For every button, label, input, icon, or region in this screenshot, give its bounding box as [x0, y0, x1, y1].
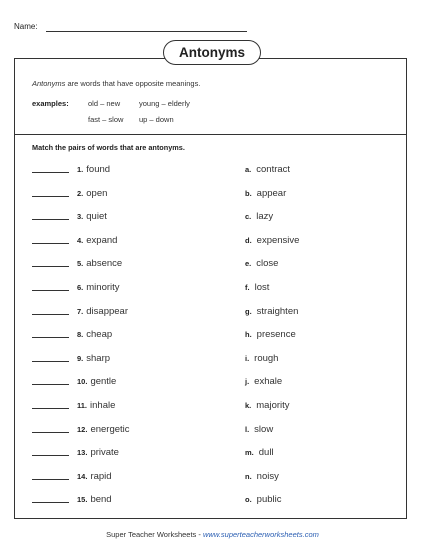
item-word: found — [86, 164, 111, 175]
section-divider — [14, 134, 407, 135]
answer-blank[interactable] — [32, 432, 69, 433]
item-word: contract — [256, 164, 291, 175]
right-item — [245, 471, 279, 485]
item-number: 1. — [77, 165, 84, 174]
item-letter: n. — [245, 471, 252, 481]
item-word: expand — [86, 234, 118, 246]
item-letter: l. — [245, 424, 250, 434]
intro-term: Antonyms — [32, 79, 66, 88]
item-word: rapid — [90, 470, 112, 482]
right-item — [245, 447, 274, 461]
item-letter: f. — [245, 283, 250, 292]
right-item — [245, 494, 282, 508]
item-number: 3. — [77, 212, 84, 222]
item-number: 10. — [77, 377, 88, 387]
answer-blank[interactable] — [32, 290, 69, 291]
item-number: 2. — [77, 188, 84, 198]
item-number: 5. — [77, 259, 84, 269]
item-word: dull — [258, 447, 274, 459]
right-item — [245, 353, 278, 367]
answer-blank[interactable] — [32, 219, 69, 220]
right-item — [245, 400, 290, 414]
answer-blank[interactable] — [32, 479, 69, 480]
example-pair: up – down — [139, 115, 174, 124]
item-word: presence — [256, 329, 296, 341]
answer-blank[interactable] — [32, 384, 69, 385]
intro-text — [32, 79, 200, 88]
item-number: 4. — [77, 235, 84, 245]
answer-blank[interactable] — [32, 455, 69, 456]
left-item — [32, 258, 122, 272]
item-number: 15. — [77, 495, 88, 505]
left-item — [32, 494, 112, 508]
left-item — [32, 235, 117, 249]
answer-blank[interactable] — [32, 337, 69, 338]
footer-website-link[interactable]: www.superteacherworksheets.com — [202, 530, 319, 539]
worksheet-title: Antonyms — [163, 40, 261, 65]
item-word: public — [256, 494, 282, 506]
item-number: 6. — [77, 283, 84, 292]
footer-separator: - — [196, 530, 203, 539]
right-item — [245, 329, 296, 343]
item-word: lazy — [256, 211, 274, 223]
item-letter: e. — [245, 259, 252, 269]
item-word: quiet — [86, 211, 107, 223]
name-input-line[interactable] — [46, 31, 247, 32]
right-item — [245, 306, 298, 320]
item-word: absence — [86, 258, 123, 270]
item-number: 14. — [77, 471, 88, 481]
right-item — [245, 282, 269, 296]
item-word: cheap — [86, 329, 113, 341]
right-item — [245, 258, 278, 272]
examples-label: examples: — [32, 99, 69, 108]
item-word: open — [86, 187, 108, 199]
item-word: majority — [256, 400, 290, 411]
right-item — [245, 211, 273, 225]
item-word: rough — [254, 352, 279, 364]
item-word: lost — [254, 282, 270, 293]
left-item — [32, 376, 116, 390]
item-word: minority — [86, 282, 120, 293]
item-word: exhale — [254, 376, 283, 388]
item-word: disappear — [86, 305, 128, 317]
name-label: Name: — [14, 22, 38, 31]
item-word: inhale — [90, 400, 116, 411]
right-item — [245, 376, 282, 390]
left-item — [32, 424, 130, 438]
item-number: 13. — [77, 448, 88, 458]
item-word: close — [256, 258, 279, 270]
left-item — [32, 447, 119, 461]
item-letter: b. — [245, 188, 252, 198]
item-number: 8. — [77, 330, 84, 340]
left-item — [32, 471, 112, 485]
answer-blank[interactable] — [32, 196, 69, 197]
item-number: 7. — [77, 306, 84, 316]
example-pair: old – new — [88, 99, 121, 108]
item-letter: o. — [245, 495, 252, 505]
answer-blank[interactable] — [32, 243, 69, 244]
instruction-text: Match the pairs of words that are antonyms. — [32, 143, 185, 152]
left-item — [32, 282, 120, 296]
item-number: 9. — [77, 353, 84, 363]
item-word: private — [90, 447, 119, 459]
item-letter: i. — [245, 353, 250, 363]
item-word: sharp — [86, 352, 111, 364]
right-item — [245, 235, 299, 249]
right-item — [245, 164, 290, 178]
left-item — [32, 188, 107, 202]
item-word: appear — [256, 187, 287, 199]
answer-blank[interactable] — [32, 361, 69, 362]
answer-blank[interactable] — [32, 408, 69, 409]
right-item — [245, 424, 273, 438]
left-item — [32, 306, 128, 320]
item-word: bend — [90, 494, 112, 506]
example-pair: fast – slow — [88, 115, 124, 124]
answer-blank[interactable] — [32, 314, 69, 315]
item-letter: g. — [245, 306, 252, 316]
item-number: 11. — [77, 401, 88, 410]
answer-blank[interactable] — [32, 502, 69, 503]
item-number: 12. — [77, 424, 88, 434]
footer-brand: Super Teacher Worksheets — [106, 530, 197, 539]
left-item — [32, 400, 115, 414]
left-item — [32, 353, 110, 367]
item-word: noisy — [256, 470, 279, 482]
item-word: straighten — [256, 305, 299, 317]
item-word: gentle — [90, 376, 117, 388]
left-item — [32, 164, 110, 178]
item-letter: c. — [245, 212, 252, 222]
intro-definition: are words that have opposite meanings. — [65, 79, 201, 88]
item-word: expensive — [256, 234, 300, 246]
item-letter: j. — [245, 377, 250, 387]
item-word: slow — [254, 423, 274, 435]
item-letter: m. — [245, 448, 254, 458]
footer — [0, 530, 425, 539]
item-letter: d. — [245, 235, 252, 245]
example-pair: young – elderly — [139, 99, 190, 108]
item-word: energetic — [90, 423, 130, 435]
left-item — [32, 329, 112, 343]
answer-blank[interactable] — [32, 266, 69, 267]
left-item — [32, 211, 107, 225]
item-letter: h. — [245, 330, 252, 340]
item-letter: a. — [245, 165, 252, 174]
right-item — [245, 188, 286, 202]
item-letter: k. — [245, 401, 252, 410]
answer-blank[interactable] — [32, 172, 69, 173]
